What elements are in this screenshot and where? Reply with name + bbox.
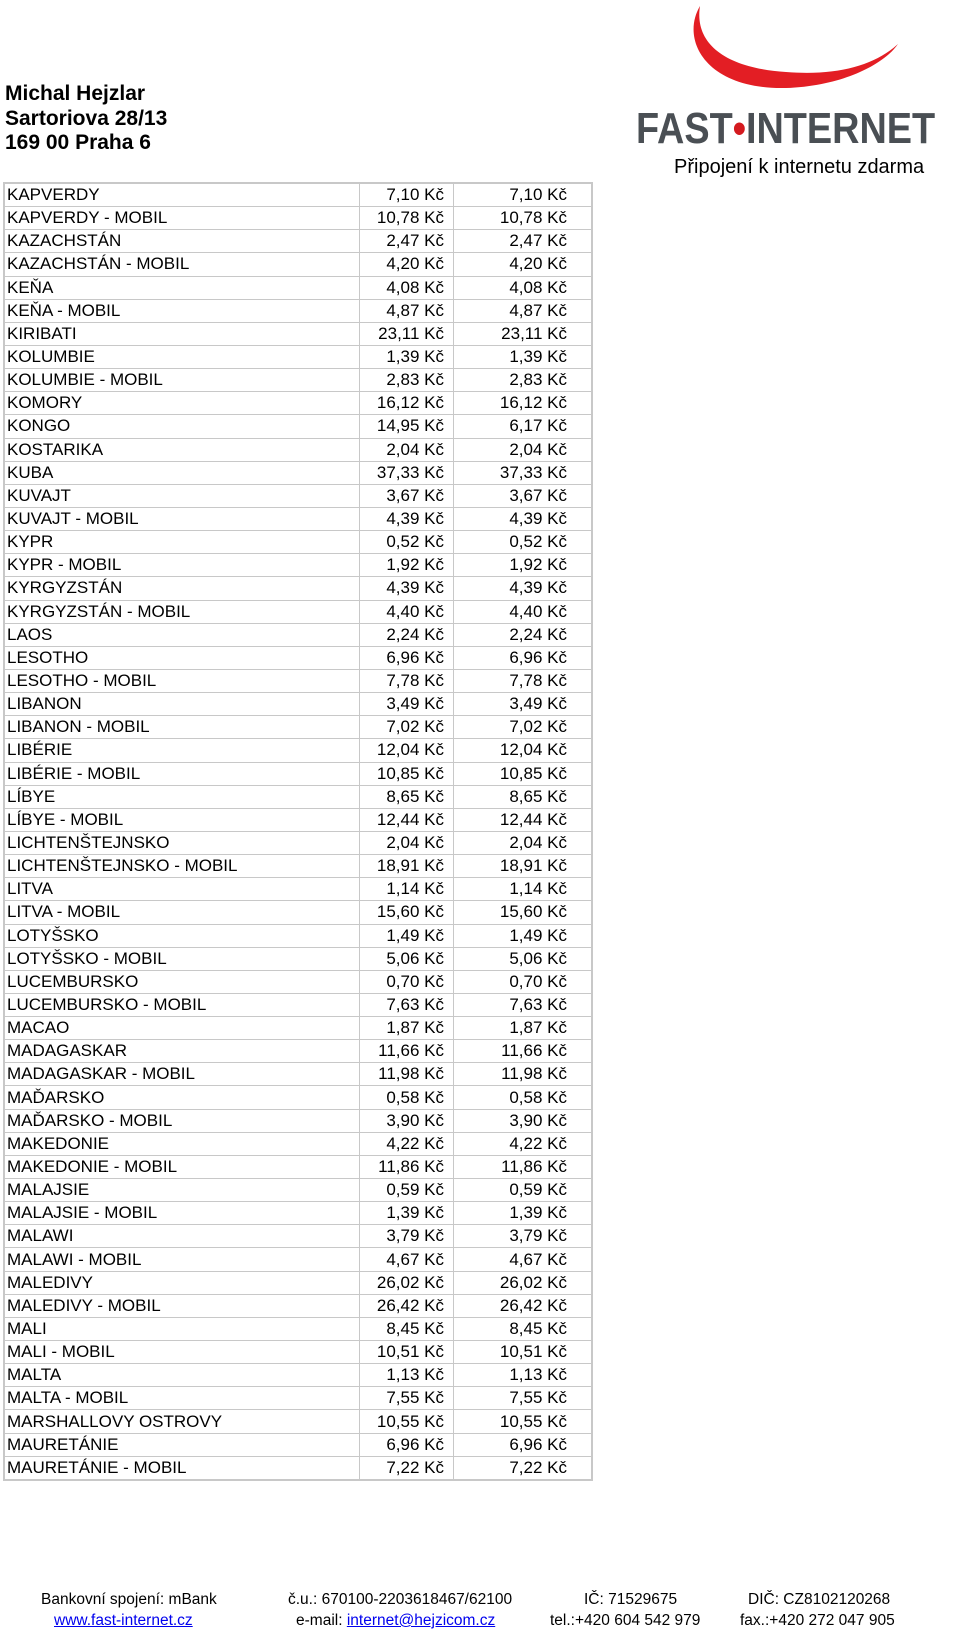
rate-alt-cell: 1,39 Kč	[454, 1202, 593, 1225]
footer-account: č.u.: 670100-2203618467/62100	[288, 1591, 513, 1608]
table-row	[4, 461, 592, 484]
rate-alt-cell: 8,65 Kč	[454, 785, 593, 808]
table-row	[4, 1132, 592, 1155]
rate-cell: 11,98 Kč	[360, 1063, 454, 1086]
rate-alt-cell: 4,67 Kč	[454, 1248, 593, 1271]
country-cell: LIBÉRIE - MOBIL	[4, 762, 360, 785]
country-cell: KOMORY	[4, 392, 360, 415]
table-row	[4, 785, 592, 808]
logo-wordmark	[636, 104, 936, 154]
table-row	[4, 1364, 592, 1387]
rate-alt-cell: 4,39 Kč	[454, 577, 593, 600]
rate-alt-cell: 3,90 Kč	[454, 1109, 593, 1132]
country-cell: LÍBYE	[4, 785, 360, 808]
table-row	[4, 878, 592, 901]
country-cell: LOTYŠSKO	[4, 924, 360, 947]
table-row	[4, 531, 592, 554]
table-row	[4, 646, 592, 669]
rate-cell: 7,63 Kč	[360, 993, 454, 1016]
rate-alt-cell: 3,49 Kč	[454, 693, 593, 716]
table-row	[4, 901, 592, 924]
footer-web-link[interactable]: www.fast-internet.cz	[54, 1612, 193, 1629]
country-cell: KAPVERDY	[4, 183, 360, 207]
table-row	[4, 1225, 592, 1248]
fast-internet-logo	[636, 0, 960, 185]
footer-ico: IČ: 71529675	[584, 1591, 678, 1608]
rate-cell: 26,02 Kč	[360, 1271, 454, 1294]
country-cell: LÍBYE - MOBIL	[4, 808, 360, 831]
rate-cell: 0,59 Kč	[360, 1179, 454, 1202]
table-row	[4, 299, 592, 322]
country-cell: KAZACHSTÁN - MOBIL	[4, 253, 360, 276]
rate-cell: 23,11 Kč	[360, 322, 454, 345]
rate-cell: 1,39 Kč	[360, 345, 454, 368]
country-cell: LUCEMBURSKO - MOBIL	[4, 993, 360, 1016]
rate-cell: 14,95 Kč	[360, 415, 454, 438]
table-row	[4, 253, 592, 276]
country-cell: MADAGASKAR	[4, 1040, 360, 1063]
rate-alt-cell: 2,24 Kč	[454, 623, 593, 646]
rate-alt-cell: 7,22 Kč	[454, 1456, 593, 1480]
rates-table-body	[4, 183, 592, 1480]
table-row	[4, 507, 592, 530]
country-cell: MALAJSIE - MOBIL	[4, 1202, 360, 1225]
rate-alt-cell: 11,66 Kč	[454, 1040, 593, 1063]
country-cell: LESOTHO - MOBIL	[4, 669, 360, 692]
rate-cell: 6,96 Kč	[360, 646, 454, 669]
rate-cell: 2,47 Kč	[360, 230, 454, 253]
rate-cell: 4,22 Kč	[360, 1132, 454, 1155]
rate-cell: 2,04 Kč	[360, 438, 454, 461]
rate-cell: 4,39 Kč	[360, 507, 454, 530]
country-cell: LICHTENŠTEJNSKO	[4, 831, 360, 854]
rate-cell: 0,70 Kč	[360, 970, 454, 993]
table-row	[4, 970, 592, 993]
table-row	[4, 415, 592, 438]
country-cell: KIRIBATI	[4, 322, 360, 345]
country-cell: LUCEMBURSKO	[4, 970, 360, 993]
rate-alt-cell: 6,17 Kč	[454, 415, 593, 438]
rate-cell: 4,39 Kč	[360, 577, 454, 600]
sender-name: Michal Hejzlar	[5, 82, 146, 105]
logo-word-internet: INTERNET	[745, 104, 936, 153]
table-row	[4, 276, 592, 299]
table-row	[4, 1456, 592, 1480]
country-cell: KUBA	[4, 461, 360, 484]
sender-city: 169 00 Praha 6	[5, 131, 151, 154]
rate-cell: 0,58 Kč	[360, 1086, 454, 1109]
table-row	[4, 1387, 592, 1410]
rate-cell: 1,39 Kč	[360, 1202, 454, 1225]
rates-table	[3, 182, 593, 1481]
rate-cell: 3,49 Kč	[360, 693, 454, 716]
rate-alt-cell: 7,63 Kč	[454, 993, 593, 1016]
logo-word-fast: FAST	[636, 104, 733, 153]
table-row	[4, 1040, 592, 1063]
rate-alt-cell: 2,47 Kč	[454, 230, 593, 253]
country-cell: MAĎARSKO - MOBIL	[4, 1109, 360, 1132]
rate-cell: 1,13 Kč	[360, 1364, 454, 1387]
rate-alt-cell: 1,49 Kč	[454, 924, 593, 947]
country-cell: MAĎARSKO	[4, 1086, 360, 1109]
rate-alt-cell: 4,40 Kč	[454, 600, 593, 623]
table-row	[4, 1202, 592, 1225]
table-row	[4, 438, 592, 461]
table-row	[4, 322, 592, 345]
rate-alt-cell: 2,04 Kč	[454, 831, 593, 854]
country-cell: MACAO	[4, 1017, 360, 1040]
country-cell: KYRGYZSTÁN - MOBIL	[4, 600, 360, 623]
country-cell: LITVA - MOBIL	[4, 901, 360, 924]
rate-alt-cell: 8,45 Kč	[454, 1317, 593, 1340]
table-row	[4, 207, 592, 230]
country-cell: LAOS	[4, 623, 360, 646]
rate-cell: 3,90 Kč	[360, 1109, 454, 1132]
table-row	[4, 1017, 592, 1040]
rate-cell: 2,04 Kč	[360, 831, 454, 854]
rate-cell: 5,06 Kč	[360, 947, 454, 970]
rate-cell: 16,12 Kč	[360, 392, 454, 415]
country-cell: MAKEDONIE	[4, 1132, 360, 1155]
rate-alt-cell: 0,58 Kč	[454, 1086, 593, 1109]
rate-alt-cell: 15,60 Kč	[454, 901, 593, 924]
rate-cell: 10,51 Kč	[360, 1341, 454, 1364]
rate-alt-cell: 12,44 Kč	[454, 808, 593, 831]
rate-cell: 2,24 Kč	[360, 623, 454, 646]
country-cell: KUVAJT - MOBIL	[4, 507, 360, 530]
footer-tel: tel.:+420 604 542 979	[550, 1612, 701, 1629]
table-row	[4, 924, 592, 947]
table-row	[4, 993, 592, 1016]
rate-alt-cell: 37,33 Kč	[454, 461, 593, 484]
country-cell: LESOTHO	[4, 646, 360, 669]
rate-alt-cell: 4,08 Kč	[454, 276, 593, 299]
rate-alt-cell: 7,10 Kč	[454, 183, 593, 207]
country-cell: MALEDIVY - MOBIL	[4, 1294, 360, 1317]
country-cell: MAKEDONIE - MOBIL	[4, 1155, 360, 1178]
country-cell: KYPR - MOBIL	[4, 554, 360, 577]
country-cell: LOTYŠSKO - MOBIL	[4, 947, 360, 970]
rate-alt-cell: 10,78 Kč	[454, 207, 593, 230]
rate-alt-cell: 11,98 Kč	[454, 1063, 593, 1086]
rate-cell: 11,86 Kč	[360, 1155, 454, 1178]
rate-cell: 4,08 Kč	[360, 276, 454, 299]
table-row	[4, 577, 592, 600]
rate-cell: 10,55 Kč	[360, 1410, 454, 1433]
rate-alt-cell: 11,86 Kč	[454, 1155, 593, 1178]
table-row	[4, 1271, 592, 1294]
table-row	[4, 554, 592, 577]
table-row	[4, 600, 592, 623]
rate-cell: 1,92 Kč	[360, 554, 454, 577]
rate-alt-cell: 3,79 Kč	[454, 1225, 593, 1248]
rate-cell: 7,02 Kč	[360, 716, 454, 739]
rate-cell: 8,45 Kč	[360, 1317, 454, 1340]
country-cell: KEŇA - MOBIL	[4, 299, 360, 322]
country-cell: LIBÉRIE	[4, 739, 360, 762]
table-row	[4, 831, 592, 854]
rate-cell: 6,96 Kč	[360, 1433, 454, 1456]
rate-cell: 7,10 Kč	[360, 183, 454, 207]
sender-street: Sartoriova 28/13	[5, 106, 168, 130]
rate-alt-cell: 23,11 Kč	[454, 322, 593, 345]
country-cell: MAURETÁNIE - MOBIL	[4, 1456, 360, 1480]
country-cell: KAZACHSTÁN	[4, 230, 360, 253]
footer-fax: fax.:+420 272 047 905	[740, 1612, 895, 1629]
country-cell: KAPVERDY - MOBIL	[4, 207, 360, 230]
country-cell: KOLUMBIE	[4, 345, 360, 368]
table-row	[4, 623, 592, 646]
rate-cell: 4,67 Kč	[360, 1248, 454, 1271]
country-cell: MAURETÁNIE	[4, 1433, 360, 1456]
rate-cell: 1,49 Kč	[360, 924, 454, 947]
table-row	[4, 669, 592, 692]
table-row	[4, 1086, 592, 1109]
footer-email	[296, 1612, 495, 1630]
table-row	[4, 369, 592, 392]
rate-alt-cell: 0,70 Kč	[454, 970, 593, 993]
footer-dic: DIČ: CZ8102120268	[748, 1591, 891, 1608]
country-cell: LITVA	[4, 878, 360, 901]
footer-row-2	[0, 1612, 960, 1632]
table-row	[4, 1433, 592, 1456]
rate-cell: 3,67 Kč	[360, 484, 454, 507]
table-row	[4, 230, 592, 253]
rate-alt-cell: 1,14 Kč	[454, 878, 593, 901]
rate-cell: 3,79 Kč	[360, 1225, 454, 1248]
country-cell: MALEDIVY	[4, 1271, 360, 1294]
rate-cell: 26,42 Kč	[360, 1294, 454, 1317]
table-row	[4, 1341, 592, 1364]
rate-alt-cell: 2,04 Kč	[454, 438, 593, 461]
rate-alt-cell: 16,12 Kč	[454, 392, 593, 415]
table-row	[4, 1179, 592, 1202]
country-cell: MALI - MOBIL	[4, 1341, 360, 1364]
rate-alt-cell: 4,39 Kč	[454, 507, 593, 530]
rate-cell: 7,78 Kč	[360, 669, 454, 692]
table-row	[4, 484, 592, 507]
rate-cell: 15,60 Kč	[360, 901, 454, 924]
rate-alt-cell: 6,96 Kč	[454, 646, 593, 669]
table-row	[4, 1294, 592, 1317]
country-cell: MARSHALLOVY OSTROVY	[4, 1410, 360, 1433]
rate-cell: 4,87 Kč	[360, 299, 454, 322]
rate-alt-cell: 7,78 Kč	[454, 669, 593, 692]
country-cell: LIBANON - MOBIL	[4, 716, 360, 739]
table-row	[4, 808, 592, 831]
rate-cell: 0,52 Kč	[360, 531, 454, 554]
rate-alt-cell: 26,02 Kč	[454, 1271, 593, 1294]
rate-alt-cell: 4,87 Kč	[454, 299, 593, 322]
rate-cell: 12,44 Kč	[360, 808, 454, 831]
rate-alt-cell: 3,67 Kč	[454, 484, 593, 507]
rate-cell: 10,78 Kč	[360, 207, 454, 230]
rate-alt-cell: 7,55 Kč	[454, 1387, 593, 1410]
country-cell: KOSTARIKA	[4, 438, 360, 461]
rate-cell: 37,33 Kč	[360, 461, 454, 484]
rate-alt-cell: 12,04 Kč	[454, 739, 593, 762]
country-cell: KOLUMBIE - MOBIL	[4, 369, 360, 392]
rate-alt-cell: 1,92 Kč	[454, 554, 593, 577]
rate-alt-cell: 1,39 Kč	[454, 345, 593, 368]
table-row	[4, 1317, 592, 1340]
rate-cell: 7,55 Kč	[360, 1387, 454, 1410]
rate-cell: 8,65 Kč	[360, 785, 454, 808]
table-row	[4, 762, 592, 785]
rate-alt-cell: 6,96 Kč	[454, 1433, 593, 1456]
table-row	[4, 1109, 592, 1132]
country-cell: MALTA - MOBIL	[4, 1387, 360, 1410]
table-row	[4, 947, 592, 970]
country-cell: MADAGASKAR - MOBIL	[4, 1063, 360, 1086]
rate-alt-cell: 10,85 Kč	[454, 762, 593, 785]
table-row	[4, 392, 592, 415]
table-row	[4, 345, 592, 368]
table-row	[4, 739, 592, 762]
rate-cell: 2,83 Kč	[360, 369, 454, 392]
rate-alt-cell: 5,06 Kč	[454, 947, 593, 970]
rate-alt-cell: 0,59 Kč	[454, 1179, 593, 1202]
logo-tagline: Připojení k internetu zdarma	[674, 156, 925, 178]
rate-cell: 4,20 Kč	[360, 253, 454, 276]
table-row	[4, 1410, 592, 1433]
rate-cell: 10,85 Kč	[360, 762, 454, 785]
rate-alt-cell: 4,20 Kč	[454, 253, 593, 276]
footer-row-1	[0, 1591, 960, 1611]
country-cell: MALI	[4, 1317, 360, 1340]
rate-alt-cell: 10,51 Kč	[454, 1341, 593, 1364]
rate-cell: 12,04 Kč	[360, 739, 454, 762]
footer-email-label: e-mail:	[296, 1612, 347, 1629]
country-cell: KYPR	[4, 531, 360, 554]
table-row	[4, 693, 592, 716]
country-cell: KONGO	[4, 415, 360, 438]
swoosh-icon	[636, 0, 960, 110]
country-cell: MALAJSIE	[4, 1179, 360, 1202]
country-cell: KEŇA	[4, 276, 360, 299]
country-cell: KYRGYZSTÁN	[4, 577, 360, 600]
rate-alt-cell: 10,55 Kč	[454, 1410, 593, 1433]
sender-address	[5, 82, 167, 156]
rate-cell: 7,22 Kč	[360, 1456, 454, 1480]
table-row	[4, 1155, 592, 1178]
footer-email-link[interactable]: internet@hejzicom.cz	[346, 1612, 496, 1629]
country-cell: LICHTENŠTEJNSKO - MOBIL	[4, 855, 360, 878]
footer-bank: Bankovní spojení: mBank	[41, 1591, 217, 1608]
rate-alt-cell: 1,13 Kč	[454, 1364, 593, 1387]
country-cell: MALAWI	[4, 1225, 360, 1248]
rate-alt-cell: 4,22 Kč	[454, 1132, 593, 1155]
country-cell: KUVAJT	[4, 484, 360, 507]
table-row	[4, 855, 592, 878]
table-row	[4, 1063, 592, 1086]
rate-cell: 4,40 Kč	[360, 600, 454, 623]
rate-alt-cell: 0,52 Kč	[454, 531, 593, 554]
country-cell: LIBANON	[4, 693, 360, 716]
logo-dot: •	[732, 104, 746, 153]
rate-cell: 1,87 Kč	[360, 1017, 454, 1040]
country-cell: MALAWI - MOBIL	[4, 1248, 360, 1271]
rate-cell: 1,14 Kč	[360, 878, 454, 901]
table-row	[4, 716, 592, 739]
rate-cell: 18,91 Kč	[360, 855, 454, 878]
rate-alt-cell: 7,02 Kč	[454, 716, 593, 739]
rate-alt-cell: 26,42 Kč	[454, 1294, 593, 1317]
country-cell: MALTA	[4, 1364, 360, 1387]
table-row	[4, 1248, 592, 1271]
rate-alt-cell: 2,83 Kč	[454, 369, 593, 392]
rate-cell: 11,66 Kč	[360, 1040, 454, 1063]
table-row	[4, 183, 592, 207]
rate-alt-cell: 18,91 Kč	[454, 855, 593, 878]
rate-alt-cell: 1,87 Kč	[454, 1017, 593, 1040]
